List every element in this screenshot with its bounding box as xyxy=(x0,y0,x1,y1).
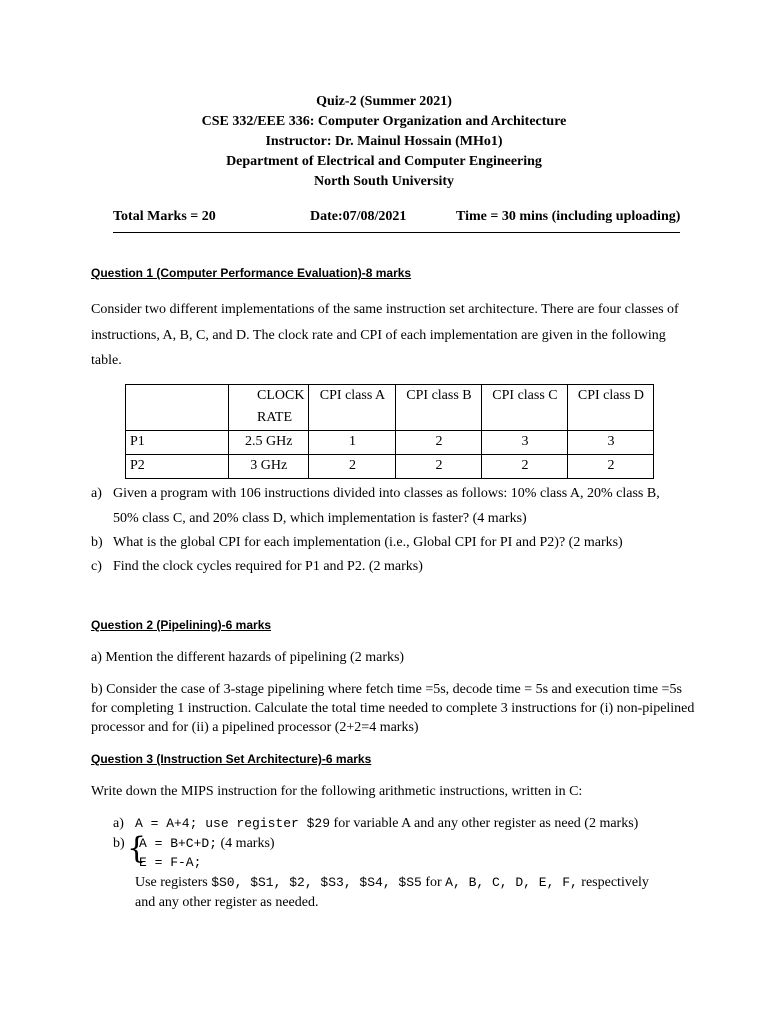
department: Department of Electrical and Computer Engineering xyxy=(226,154,542,169)
table-header-cell: CPI class C xyxy=(482,385,568,431)
q3-regs-code: $S0, $S1, $2, $S3, $S4, $S5 xyxy=(211,875,422,890)
table-cell: P1 xyxy=(126,431,229,455)
table-cell: 2 xyxy=(396,455,482,479)
q1a-text-line2: 50% class C, and 20% class D, which implementation is faster? (4 marks) xyxy=(113,511,527,526)
q3b-code1: A = B+C+D; xyxy=(139,836,218,851)
q3a-label: a) xyxy=(113,816,124,831)
header-divider xyxy=(113,232,680,233)
table-row xyxy=(126,431,654,455)
q1c-label: c) xyxy=(91,559,102,574)
table-header-cell: CLOCK RATE xyxy=(229,385,309,431)
q3b-marks: (4 marks) xyxy=(217,836,275,851)
q2b-text-line2: for completing 1 instruction. Calculate the total time needed to complete 3 instructions for (i) non-pipelined xyxy=(91,701,695,716)
cpi-table xyxy=(125,384,654,479)
q3-heading: Question 3 (Instruction Set Architecture)-6 marks xyxy=(91,752,372,766)
quiz-time: Time = 30 mins (including uploading) xyxy=(456,209,681,224)
table-header-row xyxy=(126,385,654,431)
course-title: CSE 332/EEE 336: Computer Organization and Architecture xyxy=(201,114,567,129)
q3-registers-line1 xyxy=(135,875,649,891)
total-marks: Total Marks = 20 xyxy=(113,209,216,224)
q3a-text: for variable A and any other register as need (2 marks) xyxy=(330,816,639,831)
q3-regs-pre: Use registers xyxy=(135,875,212,890)
q3-registers-line2: and any other register as needed. xyxy=(135,895,319,910)
q3b-code2: E = F-A; xyxy=(139,855,202,870)
university: North South University xyxy=(313,174,454,189)
q3-regs-mid: for xyxy=(421,875,446,890)
table-cell: 2 xyxy=(309,455,396,479)
q3-vars-code: A, B, C, D, E, F, xyxy=(445,875,578,890)
table-cell: 3 GHz xyxy=(229,455,309,479)
quiz-date: Date:07/08/2021 xyxy=(310,209,407,224)
q2b-text-line3: processor and for (ii) a pipelined processor (2+2=4 marks) xyxy=(91,720,419,735)
q1-heading: Question 1 (Computer Performance Evaluation)-8 marks xyxy=(91,266,412,280)
table-cell: 2.5 GHz xyxy=(229,431,309,455)
q3b-label: b) xyxy=(113,836,125,851)
table-cell: 2 xyxy=(396,431,482,455)
q1a-text-line1: Given a program with 106 instructions divided into classes as follows: 10% class A, 20% class B, xyxy=(113,486,660,501)
table-cell: 3 xyxy=(482,431,568,455)
table-header-cell: CPI class B xyxy=(396,385,482,431)
q1c-text: Find the clock cycles required for P1 and P2. (2 marks) xyxy=(113,559,423,574)
q3-intro: Write down the MIPS instruction for the following arithmetic instructions, written in C: xyxy=(91,784,583,799)
curly-brace-icon: { xyxy=(127,831,147,866)
q2-heading: Question 2 (Pipelining)-6 marks xyxy=(91,618,272,632)
q2a-text: a) Mention the different hazards of pipelining (2 marks) xyxy=(91,650,405,665)
table-cell: 2 xyxy=(482,455,568,479)
q3a-code: A = A+4; use register $29 xyxy=(135,816,331,831)
q3-regs-post: respectively xyxy=(577,875,649,890)
table-row xyxy=(126,455,654,479)
table-cell: P2 xyxy=(126,455,229,479)
q1-intro: Consider two different implementations of the same instruction set architecture. There are four classes of instructions, A, B, C, and D. The clock rate and CPI of each implementation are given in the following table. xyxy=(91,302,679,368)
quiz-title: Quiz-2 (Summer 2021) xyxy=(316,94,452,109)
q3b-line1 xyxy=(139,836,275,852)
q1b-text: What is the global CPI for each implementation (i.e., Global CPI for PI and P2)? (2 marks) xyxy=(113,535,623,550)
table-header-cell: CPI class A xyxy=(309,385,396,431)
table-header-cell: CPI class D xyxy=(568,385,654,431)
q3b-line2 xyxy=(139,855,201,871)
table-cell: 3 xyxy=(568,431,654,455)
q3a-line xyxy=(135,816,638,832)
q1b-label: b) xyxy=(91,535,103,550)
table-cell: 1 xyxy=(309,431,396,455)
instructor: Instructor: Dr. Mainul Hossain (MHo1) xyxy=(265,134,503,149)
table-header-cell xyxy=(126,385,229,431)
q2b-text-line1: b) Consider the case of 3-stage pipelining where fetch time =5s, decode time = 5s and execution time =5s xyxy=(91,682,682,697)
table-cell: 2 xyxy=(568,455,654,479)
q1a-label: a) xyxy=(91,486,102,501)
